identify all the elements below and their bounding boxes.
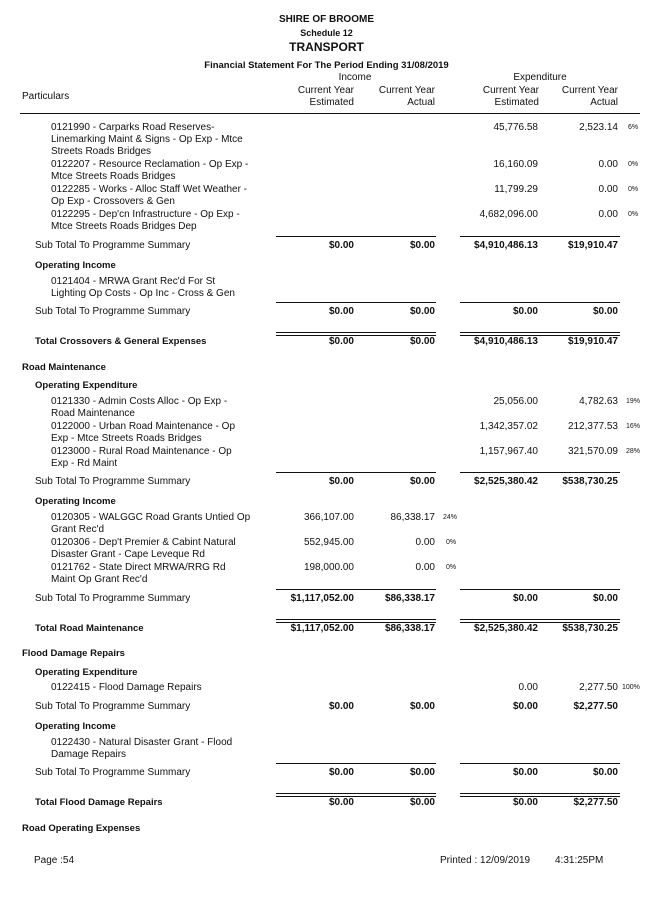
expenditure-actual: 0.00 bbox=[598, 209, 618, 220]
subtotal-expenditure-estimated: $0.00 bbox=[512, 701, 538, 712]
income-estimated: 198,000.00 bbox=[303, 562, 354, 573]
income-heading: Income bbox=[338, 72, 372, 83]
income-actual: 0.00 bbox=[415, 562, 435, 573]
expenditure-estimated: 1,342,357.02 bbox=[479, 421, 538, 432]
subtotal-expenditure-estimated: $0.00 bbox=[512, 767, 538, 778]
section-heading: Flood Damage Repairs bbox=[22, 648, 125, 659]
expenditure-actual: 212,377.53 bbox=[567, 421, 618, 432]
expenditure-actual: 0.00 bbox=[598, 159, 618, 170]
subtotal-label: Sub Total To Programme Summary bbox=[35, 593, 191, 604]
subtotal-rule-income bbox=[276, 302, 436, 303]
subtotal-expenditure-actual: $0.00 bbox=[592, 306, 618, 317]
subtotal-income-actual: $0.00 bbox=[409, 767, 435, 778]
subtotal-income-actual: $0.00 bbox=[409, 240, 435, 251]
subtotal-income-actual: $86,338.17 bbox=[384, 593, 435, 604]
col-expenditure-estimated-line2: Estimated bbox=[494, 97, 539, 108]
total-expenditure-estimated: $0.00 bbox=[512, 797, 538, 808]
col-income-actual-line2: Actual bbox=[407, 97, 435, 108]
expenditure-estimated: 11,799.29 bbox=[494, 184, 538, 195]
percentage-used: 19% bbox=[626, 398, 641, 405]
page-title: TRANSPORT bbox=[289, 40, 364, 54]
total-expenditure-estimated: $4,910,486.13 bbox=[474, 336, 538, 347]
page-number: Page :54 bbox=[34, 855, 75, 866]
line-item-description: 0122207 - Resource Reclamation - Op Exp - Mtce Streets Roads Bridges bbox=[51, 159, 249, 182]
expenditure-estimated: 4,682,096.00 bbox=[479, 209, 538, 220]
particulars-heading: Particulars bbox=[22, 91, 70, 102]
subtotal-income-estimated: $0.00 bbox=[328, 701, 354, 712]
subtotal-rule-expenditure bbox=[460, 763, 620, 764]
subtotal-rule-expenditure bbox=[460, 472, 620, 473]
income-actual: 0.00 bbox=[415, 537, 435, 548]
printed-date: Printed : 12/09/2019 bbox=[440, 855, 531, 866]
subtotal-income-actual: $0.00 bbox=[409, 476, 435, 487]
subtotal-label: Sub Total To Programme Summary bbox=[35, 476, 191, 487]
subtotal-income-estimated: $0.00 bbox=[328, 767, 354, 778]
subtotal-income-actual: $0.00 bbox=[409, 306, 435, 317]
operating-expenditure-heading: Operating Expenditure bbox=[35, 380, 138, 391]
expenditure-actual: 0.00 bbox=[598, 184, 618, 195]
line-item-description: 0123000 - Rural Road Maintenance - Op Exp - Rd Maint bbox=[51, 446, 232, 469]
percentage-received: 0% bbox=[446, 564, 457, 571]
operating-income-heading: Operating Income bbox=[35, 496, 116, 507]
subtotal-label: Sub Total To Programme Summary bbox=[35, 240, 191, 251]
expenditure-estimated: 16,160.09 bbox=[493, 159, 538, 170]
income-estimated: 366,107.00 bbox=[303, 512, 354, 523]
schedule-number: Schedule 12 bbox=[300, 28, 353, 38]
section-heading: Road Maintenance bbox=[22, 362, 106, 373]
total-income-actual: $86,338.17 bbox=[384, 623, 435, 634]
line-item-description: 0122430 - Natural Disaster Grant - Flood Damage Repairs bbox=[51, 737, 233, 760]
total-income-estimated: $0.00 bbox=[328, 336, 354, 347]
expenditure-estimated: 1,157,967.40 bbox=[479, 446, 538, 457]
subtotal-income-estimated: $0.00 bbox=[328, 476, 354, 487]
total-income-actual: $0.00 bbox=[409, 336, 435, 347]
percentage-used: 0% bbox=[628, 211, 639, 218]
subtotal-expenditure-actual: $0.00 bbox=[592, 767, 618, 778]
subtotal-rule-expenditure bbox=[460, 236, 620, 237]
percentage-used: 16% bbox=[626, 423, 641, 430]
col-expenditure-actual-line1: Current Year bbox=[561, 85, 618, 96]
col-income-estimated-line1: Current Year bbox=[297, 85, 354, 96]
line-item-description: 0121762 - State Direct MRWA/RRG Rd Maint Op Grant Rec'd bbox=[51, 562, 226, 585]
subtotal-income-estimated: $1,117,052.00 bbox=[290, 593, 354, 604]
expenditure-actual: 2,277.50 bbox=[579, 682, 618, 693]
expenditure-actual: 321,570.09 bbox=[567, 446, 618, 457]
income-estimated: 552,945.00 bbox=[303, 537, 354, 548]
line-item-description: 0121990 - Carparks Road Reserves-Linemarking Maint & Signs - Op Exp - Mtce Streets Roads Bridges bbox=[51, 122, 243, 157]
income-actual: 86,338.17 bbox=[390, 512, 435, 523]
expenditure-estimated: 0.00 bbox=[518, 682, 538, 693]
subtotal-income-actual: $0.00 bbox=[409, 701, 435, 712]
total-income-estimated: $0.00 bbox=[328, 797, 354, 808]
subtotal-expenditure-estimated: $0.00 bbox=[512, 593, 538, 604]
subtotal-rule-income bbox=[276, 589, 436, 590]
expenditure-actual: 2,523.14 bbox=[579, 122, 618, 133]
subtotal-rule-income bbox=[276, 472, 436, 473]
total-label: Total Crossovers & General Expenses bbox=[35, 336, 207, 347]
percentage-used: 100% bbox=[622, 684, 640, 691]
operating-expenditure-heading: Operating Expenditure bbox=[35, 667, 138, 678]
line-item-description: 0122000 - Urban Road Maintenance - Op Exp - Mtce Streets Roads Bridges bbox=[51, 421, 236, 444]
total-expenditure-actual: $2,277.50 bbox=[573, 797, 618, 808]
subtotal-expenditure-estimated: $2,525,380.42 bbox=[474, 476, 538, 487]
subtotal-income-estimated: $0.00 bbox=[328, 240, 354, 251]
percentage-used: 6% bbox=[628, 124, 639, 131]
subtotal-expenditure-actual: $0.00 bbox=[592, 593, 618, 604]
total-expenditure-actual: $538,730.25 bbox=[562, 623, 618, 634]
col-expenditure-actual-line2: Actual bbox=[590, 97, 618, 108]
total-label: Total Flood Damage Repairs bbox=[35, 797, 163, 808]
subtotal-rule-income bbox=[276, 236, 436, 237]
line-item-description: 0122285 - Works - Alloc Staff Wet Weather - Op Exp - Crossovers & Gen bbox=[51, 184, 248, 207]
total-expenditure-estimated: $2,525,380.42 bbox=[474, 623, 538, 634]
operating-income-heading: Operating Income bbox=[35, 260, 116, 271]
total-label: Total Road Maintenance bbox=[35, 623, 144, 634]
line-item-description: 0120306 - Dep't Premier & Cabint Natural Disaster Grant - Cape Leveque Rd bbox=[51, 537, 236, 560]
expenditure-actual: 4,782.63 bbox=[579, 396, 618, 407]
percentage-received: 24% bbox=[443, 514, 458, 521]
subtotal-label: Sub Total To Programme Summary bbox=[35, 306, 191, 317]
col-income-actual-line1: Current Year bbox=[378, 85, 435, 96]
subtotal-label: Sub Total To Programme Summary bbox=[35, 701, 191, 712]
percentage-used: 28% bbox=[626, 448, 641, 455]
line-item-description: 0121404 - MRWA Grant Rec'd For St Lighting Op Costs - Op Inc - Cross & Gen bbox=[51, 276, 235, 299]
header-divider bbox=[20, 113, 640, 114]
percentage-received: 0% bbox=[446, 539, 457, 546]
section-heading: Road Operating Expenses bbox=[22, 823, 141, 834]
subtotal-expenditure-actual: $2,277.50 bbox=[573, 701, 618, 712]
subtotal-rule-expenditure bbox=[460, 302, 620, 303]
printed-time: 4:31:25PM bbox=[555, 855, 604, 866]
operating-income-heading: Operating Income bbox=[35, 721, 116, 732]
total-income-actual: $0.00 bbox=[409, 797, 435, 808]
total-expenditure-actual: $19,910.47 bbox=[567, 336, 618, 347]
subtotal-label: Sub Total To Programme Summary bbox=[35, 767, 191, 778]
col-expenditure-estimated-line1: Current Year bbox=[482, 85, 539, 96]
expenditure-estimated: 25,056.00 bbox=[493, 396, 538, 407]
expenditure-heading: Expenditure bbox=[513, 72, 567, 83]
subtotal-expenditure-actual: $19,910.47 bbox=[567, 240, 618, 251]
subtotal-rule-income bbox=[276, 763, 436, 764]
line-item-description: 0120305 - WALGGC Road Grants Untied Op Grant Rec'd bbox=[51, 512, 251, 535]
total-income-estimated: $1,117,052.00 bbox=[290, 623, 354, 634]
subtotal-expenditure-estimated: $0.00 bbox=[512, 306, 538, 317]
col-income-estimated-line2: Estimated bbox=[309, 97, 354, 108]
line-item-description: 0122415 - Flood Damage Repairs bbox=[51, 682, 202, 693]
percentage-used: 0% bbox=[628, 186, 639, 193]
percentage-used: 0% bbox=[628, 161, 639, 168]
subtotal-expenditure-actual: $538,730.25 bbox=[562, 476, 618, 487]
statement-period: Financial Statement For The Period Ending 31/08/2019 bbox=[204, 60, 449, 71]
subtotal-income-estimated: $0.00 bbox=[328, 306, 354, 317]
line-item-description: 0122295 - Dep'cn Infrastructure - Op Exp - Mtce Streets Roads Bridges Dep bbox=[51, 209, 240, 232]
organisation-name: SHIRE OF BROOME bbox=[278, 14, 374, 25]
line-item-description: 0121330 - Admin Costs Alloc - Op Exp - Road Maintenance bbox=[51, 396, 228, 419]
subtotal-rule-expenditure bbox=[460, 589, 620, 590]
expenditure-estimated: 45,776.58 bbox=[493, 122, 538, 133]
subtotal-expenditure-estimated: $4,910,486.13 bbox=[474, 240, 538, 251]
